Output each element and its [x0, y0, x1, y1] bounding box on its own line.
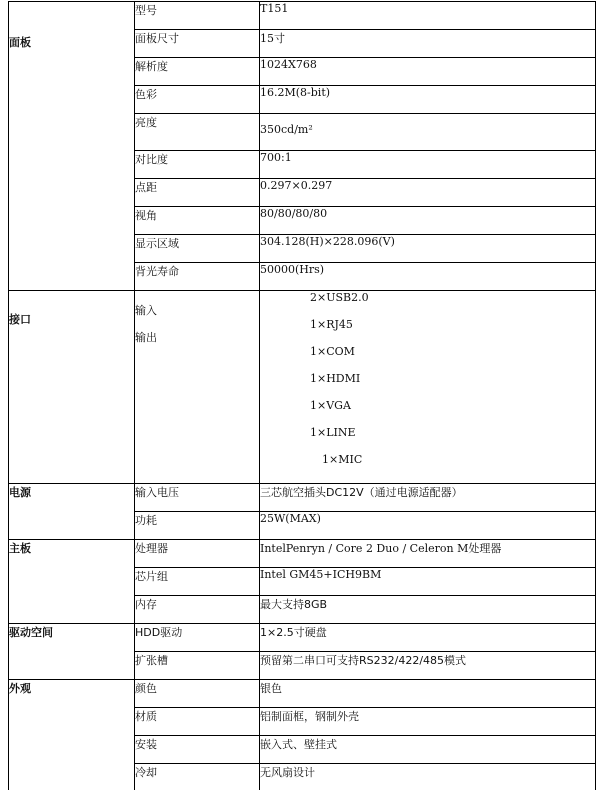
spec-value: 最大支持8GB [260, 596, 596, 624]
spec-value: 银色 [260, 680, 596, 708]
spec-value: 0.297×0.297 [260, 179, 596, 207]
spec-label: 对比度 [135, 151, 260, 179]
interface-values [260, 291, 596, 484]
spec-label: 显示区域 [135, 235, 260, 263]
spec-label: 输入 [135, 304, 157, 317]
table-row [9, 2, 596, 30]
spec-value: 350cd/m² [260, 114, 596, 151]
spec-label: 处理器 [135, 540, 260, 568]
spec-label: 功耗 [135, 512, 260, 540]
spec-label: 扩张槽 [135, 652, 260, 680]
spec-label: 冷却 [135, 764, 260, 790]
spec-value: 304.128(H)×228.096(V) [260, 235, 596, 263]
table-row [9, 680, 596, 708]
spec-label: 解析度 [135, 58, 260, 86]
spec-label: 颜色 [135, 680, 260, 708]
spec-value: 25W(MAX) [260, 512, 596, 540]
table-row [9, 291, 596, 484]
spec-value: 1×2.5寸硬盘 [260, 624, 596, 652]
spec-label: 输出 [135, 331, 157, 344]
spec-value: 15寸 [260, 30, 596, 58]
spec-label: 背光寿命 [135, 263, 260, 291]
spec-value: 2×USB2.0 [310, 291, 369, 304]
spec-label: 芯片组 [135, 568, 260, 596]
table-row [9, 484, 596, 512]
spec-value: T151 [260, 2, 596, 30]
spec-value: 16.2M(8-bit) [260, 86, 596, 114]
spec-label: 型号 [135, 2, 260, 30]
spec-label: 面板尺寸 [135, 30, 260, 58]
spec-label: 点距 [135, 179, 260, 207]
category-cell-drive-space: 驱动空间 [9, 624, 135, 680]
spec-label: 内存 [135, 596, 260, 624]
spec-label: 输入电压 [135, 484, 260, 512]
spec-value: 50000(Hrs) [260, 263, 596, 291]
category-cell-mainboard: 主板 [9, 540, 135, 624]
spec-value: 三芯航空插头DC12V（通过电源适配器） [260, 484, 596, 512]
spec-label: HDD驱动 [135, 624, 260, 652]
spec-value: 80/80/80/80 [260, 207, 596, 235]
spec-label: 安装 [135, 736, 260, 764]
interface-labels [135, 291, 260, 484]
spec-value: 1×HDMI [310, 372, 361, 385]
category-cell-panel: 面板 [9, 2, 135, 291]
spec-value: 1×RJ45 [310, 318, 353, 331]
spec-value: 700:1 [260, 151, 596, 179]
spec-value: 1×LINE [310, 426, 356, 439]
spec-value: 1×COM [310, 345, 355, 358]
spec-value: IntelPenryn / Core 2 Duo / Celeron M处理器 [260, 540, 596, 568]
category-cell-power: 电源 [9, 484, 135, 540]
spec-label: 亮度 [135, 114, 260, 151]
table-row [9, 624, 596, 652]
spec-label: 材质 [135, 708, 260, 736]
spec-value: 无风扇设计 [260, 764, 596, 790]
category-cell-interface: 接口 [9, 291, 135, 484]
spec-value: 1×VGA [310, 399, 351, 412]
spec-value: 嵌入式、壁挂式 [260, 736, 596, 764]
table-row [9, 540, 596, 568]
category-cell-appearance: 外观 [9, 680, 135, 790]
spec-value: 1×MIC [322, 453, 363, 466]
spec-table [8, 1, 596, 790]
spec-label: 视角 [135, 207, 260, 235]
spec-value: 1024X768 [260, 58, 596, 86]
spec-value: 铝制面框，钢制外壳 [260, 708, 596, 736]
spec-value: Intel GM45+ICH9BM [260, 568, 596, 596]
spec-value: 预留第二串口可支持RS232/422/485模式 [260, 652, 596, 680]
spec-label: 色彩 [135, 86, 260, 114]
